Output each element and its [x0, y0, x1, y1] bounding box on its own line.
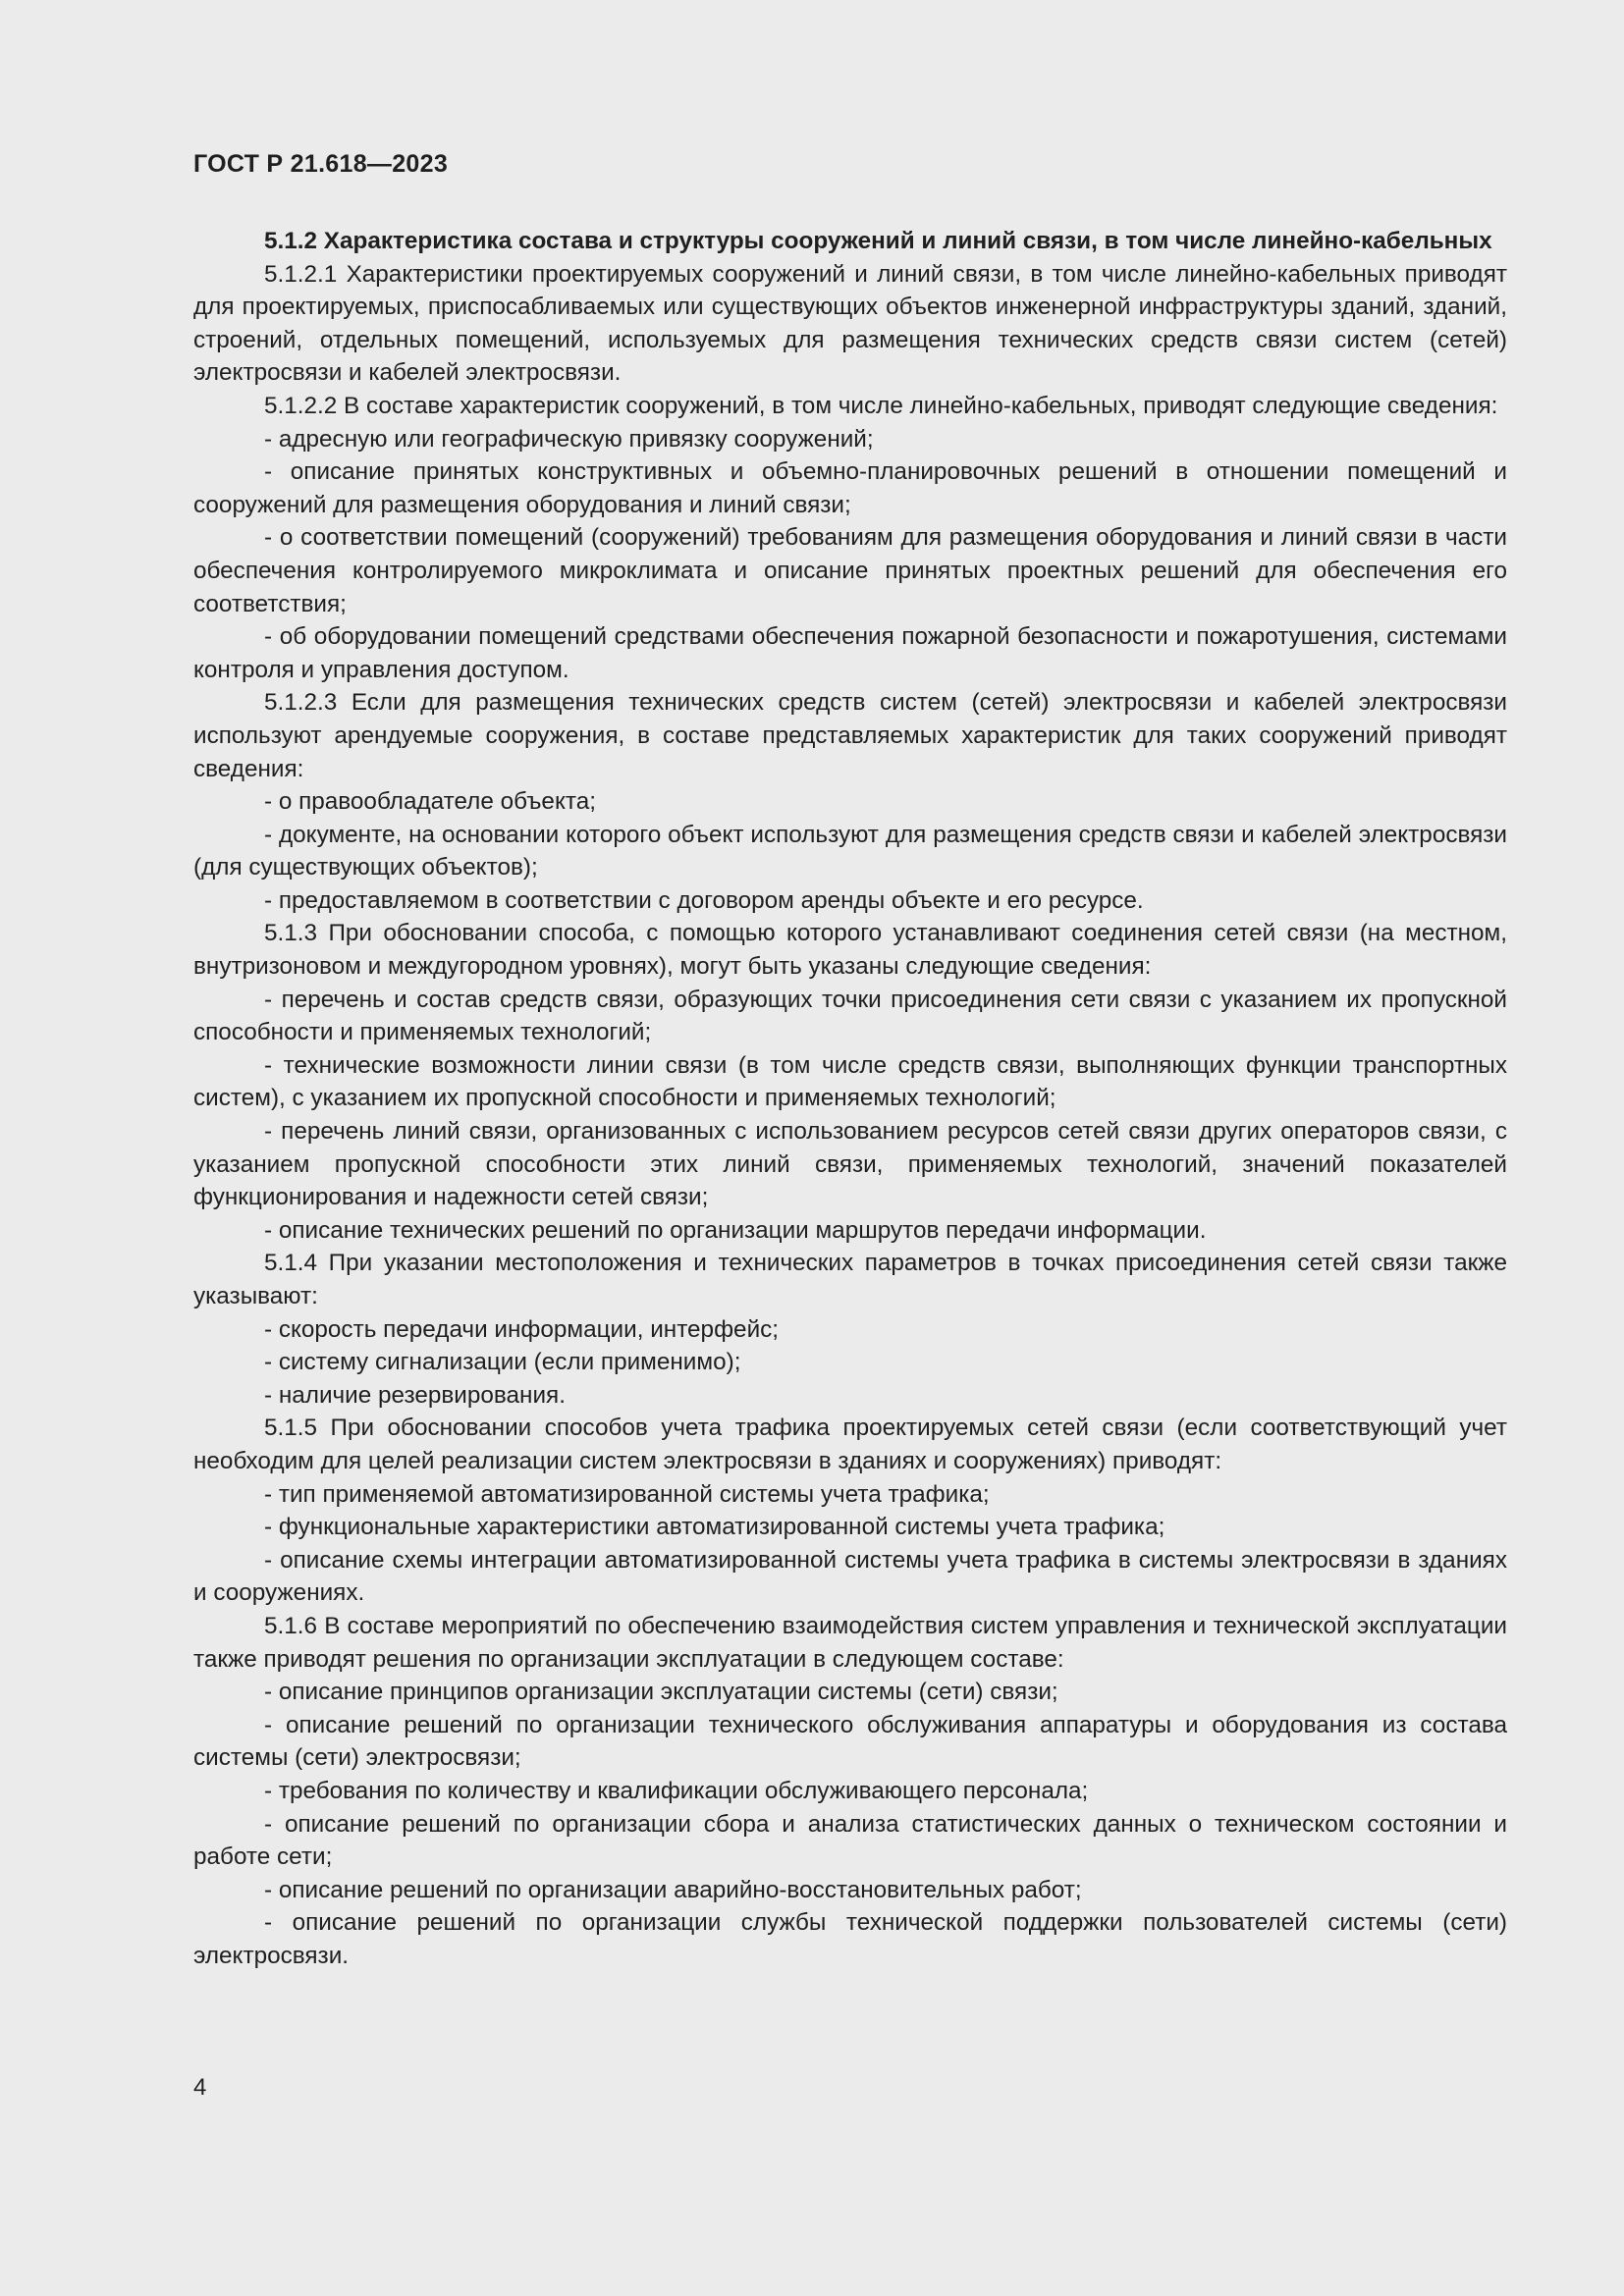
list-item: - описание принципов организации эксплуатации системы (сети) связи;: [264, 1679, 1058, 1706]
body-paragraph: 5.1.2.2 В составе характеристик сооружений, в том числе линейно-кабельных, приводят следующие сведения:: [264, 392, 1498, 419]
list-item: - описание решений по организации технического обслуживания аппаратуры и оборудования из состава системы (сети) электросвязи;: [193, 1711, 1507, 1772]
list-item: - функциональные характеристики автоматизированной системы учета трафика;: [264, 1514, 1165, 1541]
list-item: - описание схемы интеграции автоматизированной системы учета трафика в системы электросвязи в зданиях и сооружениях.: [193, 1546, 1507, 1607]
body-paragraph: 5.1.2.1 Характеристики проектируемых сооружений и линий связи, в том числе линейно-кабельных приводят для проектируемых, приспосабливаемых или существующих объектов инженерной инфраструктуры зданий, зданий, строений, отдельных помещений, используемых для размещения технических средств связи систем (сетей) электросвязи и кабелей электросвязи.: [193, 260, 1507, 387]
body-paragraph: 5.1.3 При обосновании способа, с помощью которого устанавливают соединения сетей связи (на местном, внутризоновом и междугородном уровнях), могут быть указаны следующие сведения:: [193, 920, 1507, 981]
list-item: - описание решений по организации сбора и анализа статистических данных о техническом состоянии и работе сети;: [193, 1810, 1507, 1871]
body-paragraph: 5.1.4 При указании местоположения и технических параметров в точках присоединения сетей связи также указывают:: [193, 1250, 1507, 1309]
list-item: - о соответствии помещений (сооружений) требованиям для размещения оборудования и линий связи в части обеспечения контролируемого микроклимата и описание принятых проектных решений для обеспечения его соответствия;: [193, 524, 1507, 617]
list-item: - предоставляемом в соответствии с договором аренды объекте и его ресурсе.: [264, 886, 1144, 914]
list-item: - описание технических решений по организации маршрутов передачи информации.: [264, 1216, 1207, 1244]
list-item: - требования по количеству и квалификации обслуживающего персонала;: [264, 1777, 1089, 1804]
list-item: - описание принятых конструктивных и объемно-планировочных решений в отношении помещений и сооружений для размещения оборудования и линий связи;: [193, 458, 1507, 518]
list-item: - технические возможности линии связи (в том числе средств связи, выполняющих функции транспортных систем), с указанием их пропускной способности и применяемых технологий;: [193, 1051, 1507, 1112]
list-item: - документе, на основании которого объект используют для размещения средств связи и кабелей электросвязи (для существующих объектов);: [193, 821, 1507, 881]
document-body: [193, 225, 1507, 1972]
list-item: - о правообладателе объекта;: [264, 788, 596, 816]
body-paragraph: 5.1.2.3 Если для размещения технических средств систем (сетей) электросвязи и кабелей электросвязи используют арендуемые сооружения, в составе представляемых характеристик для таких сооружений приводят сведения:: [193, 689, 1507, 782]
body-paragraph: 5.1.6 В составе мероприятий по обеспечению взаимодействия систем управления и технической эксплуатации также приводят решения по организации эксплуатации в следующем составе:: [193, 1612, 1507, 1673]
list-item: - об оборудовании помещений средствами обеспечения пожарной безопасности и пожаротушения, системами контроля и управления доступом.: [193, 623, 1507, 683]
list-item: - наличие резервирования.: [264, 1381, 566, 1409]
list-item: - перечень линий связи, организованных с использованием ресурсов сетей связи других операторов связи, с указанием пропускной способности этих линий связи, применяемых технологий, значений показателей функционирования и надежности сетей связи;: [193, 1118, 1507, 1211]
list-item: - тип применяемой автоматизированной системы учета трафика;: [264, 1480, 990, 1508]
document-number-header: ГОСТ Р 21.618—2023: [193, 150, 449, 178]
list-item: - описание решений по организации аварийно-восстановительных работ;: [264, 1876, 1082, 1903]
body-paragraph: 5.1.5 При обосновании способов учета трафика проектируемых сетей связи (если соответствующий учет необходим для целей реализации систем электросвязи в зданиях и сооружениях) приводят:: [193, 1415, 1507, 1474]
list-item: - перечень и состав средств связи, образующих точки присоединения сети связи с указанием их пропускной способности и применяемых технологий;: [193, 986, 1507, 1046]
list-item: - описание решений по организации службы технической поддержки пользователей системы (сети) электросвязи.: [193, 1909, 1507, 1969]
list-item: - систему сигнализации (если применимо);: [264, 1349, 741, 1376]
list-item: - адресную или географическую привязку сооружений;: [264, 425, 874, 453]
list-item: - скорость передачи информации, интерфейс;: [264, 1315, 780, 1343]
section-heading: 5.1.2 Характеристика состава и структуры сооружений и линий связи, в том числе линейно-кабельных: [264, 228, 1492, 254]
page-number: 4: [193, 2074, 207, 2101]
